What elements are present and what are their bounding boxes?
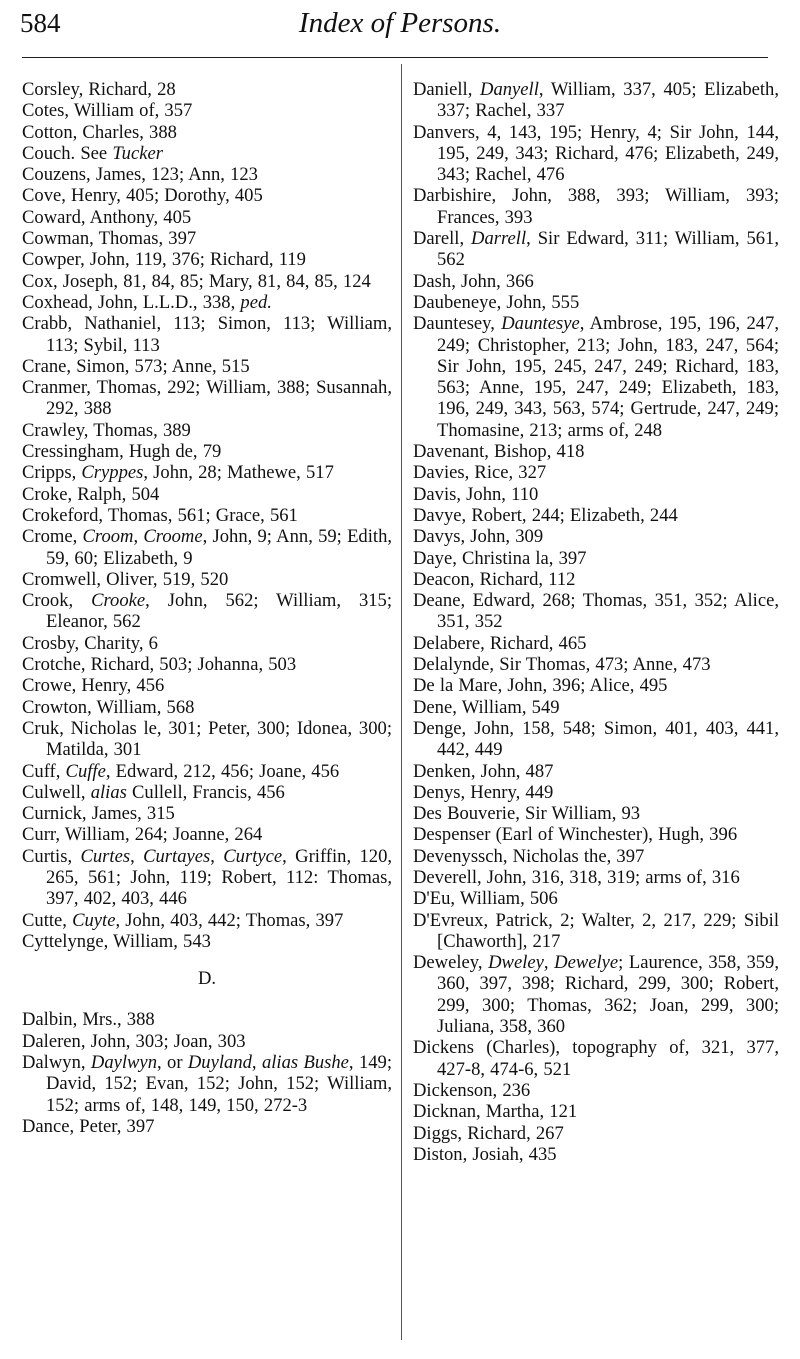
index-entry: Dicknan, Martha, 121	[413, 1101, 578, 1123]
index-entry: Crook, Crooke, John, 562; William, 315; Eleanor, 562	[22, 590, 392, 633]
index-entry: Dalbin, Mrs., 388	[22, 1009, 155, 1031]
index-entry: Cowman, Thomas, 397	[22, 228, 197, 250]
index-entry: Cove, Henry, 405; Dorothy, 405	[22, 185, 263, 207]
index-entry: Curr, William, 264; Joanne, 264	[22, 824, 263, 846]
index-entry: Cressingham, Hugh de, 79	[22, 441, 222, 463]
index-entry: Cranmer, Thomas, 292; William, 388; Susannah, 292, 388	[22, 377, 392, 420]
page-number: 584	[20, 8, 61, 38]
index-entry: Cruk, Nicholas le, 301; Peter, 300; Idonea, 300; Matilda, 301	[22, 717, 392, 761]
index-entry: Dalwyn, Daylwyn, or Duyland, alias Bushe, 149; David, 152; Evan, 152; John, 152; William, 152; arms of, 148, 149, 150, 272-3	[22, 1052, 392, 1116]
index-entry: Culwell, alias Cullell, Francis, 456	[22, 781, 285, 803]
index-entry: Devenyssch, Nicholas the, 397	[413, 845, 645, 867]
header-rule	[22, 57, 768, 58]
index-entry: Dash, John, 366	[413, 270, 534, 292]
index-entry: Corsley, Richard, 28	[22, 79, 176, 100]
index-entry: Cotton, Charles, 388	[22, 121, 177, 143]
index-entry: Coxhead, John, L.L.D., 338, ped.	[22, 291, 272, 313]
index-entry: Delalynde, Sir Thomas, 473; Anne, 473	[413, 654, 711, 676]
index-entry: Crosby, Charity, 6	[22, 632, 158, 654]
index-entry: Crotche, Richard, 503; Johanna, 503	[22, 654, 297, 676]
index-entry: Couzens, James, 123; Ann, 123	[22, 164, 258, 186]
index-entry: Dance, Peter, 397	[22, 1115, 155, 1137]
section-heading: D.	[197, 968, 217, 990]
index-entry: Diggs, Richard, 267	[413, 1122, 564, 1144]
index-column-right	[413, 79, 779, 1165]
index-entry: Cutte, Cuyte, John, 403, 442; Thomas, 397	[22, 909, 344, 931]
index-entry: Diston, Josiah, 435	[413, 1143, 557, 1165]
index-entry: Despenser (Earl of Winchester), Hugh, 396	[413, 824, 738, 846]
index-entry: Daubeneye, John, 555	[413, 291, 580, 313]
index-entry: Crabb, Nathaniel, 113; Simon, 113; William, 113; Sybil, 113	[22, 313, 392, 356]
index-entry: Dickens (Charles), topography of, 321, 377, 427-8, 474-6, 521	[413, 1037, 779, 1080]
index-entry: Delabere, Richard, 465	[413, 632, 587, 654]
index-entry: Daniell, Danyell, William, 337, 405; Elizabeth, 337; Rachel, 337	[413, 79, 779, 122]
index-entry: Davenant, Bishop, 418	[413, 441, 585, 463]
index-entry: Davys, John, 309	[413, 526, 544, 548]
index-column-left	[22, 79, 392, 1137]
index-entry: Curnick, James, 315	[22, 803, 175, 825]
index-entry: Cromwell, Oliver, 519, 520	[22, 568, 229, 590]
index-entry: Crowe, Henry, 456	[22, 675, 165, 697]
index-entry: Crane, Simon, 573; Anne, 515	[22, 355, 250, 377]
index-entry: Cyttelynge, William, 543	[22, 930, 211, 952]
index-entry: Dene, William, 549	[413, 696, 560, 718]
index-entry: Crome, Croom, Croome, John, 9; Ann, 59; Edith, 59, 60; Elizabeth, 9	[22, 526, 393, 569]
index-entry: Davis, John, 110	[413, 483, 539, 505]
index-entry: Deverell, John, 316, 318, 319; arms of, 316	[413, 866, 740, 888]
index-entry: Cotes, William of, 357	[22, 100, 193, 122]
index-entry: Coward, Anthony, 405	[22, 206, 192, 228]
index-entry: Darell, Darrell, Sir Edward, 311; William, 561, 562	[413, 228, 779, 271]
index-entry: Daye, Christina la, 397	[413, 547, 587, 569]
index-entry: Denge, John, 158, 548; Simon, 401, 403, 441, 442, 449	[413, 717, 779, 761]
index-entry: Dauntesey, Dauntesye, Ambrose, 195, 196, 247, 249; Christopher, 213; John, 183, 247, 564; Sir John, 195, 245, 247, 249; Richard, 183, 563; Anne, 195, 247, 249; Elizabeth, 183, 196, 249, 343, 563, 574; Gertrude, 247, 249; Thomasine, 213; arms of, 248	[413, 313, 779, 441]
index-entry: Des Bouverie, Sir William, 93	[413, 803, 641, 825]
index-entry: Dickenson, 236	[413, 1079, 531, 1101]
index-entry: Deweley, Dweley, Dewelye; Laurence, 358, 359, 360, 397, 398; Richard, 299, 300; Robert, 299, 300; Thomas, 362; Joan, 299, 300; Juliana, 358, 360	[413, 952, 779, 1038]
index-entry: Cripps, Cryppes, John, 28; Mathewe, 517	[22, 462, 334, 484]
index-entry: D'Evreux, Patrick, 2; Walter, 2, 217, 229; Sibil [Chaworth], 217	[413, 909, 779, 952]
index-entry: Curtis, Curtes, Curtayes, Curtyce, Griffin, 120, 265, 561; John, 119; Robert, 112: Thomas, 397, 402, 403, 446	[22, 845, 393, 910]
index-entry: De la Mare, John, 396; Alice, 495	[413, 675, 668, 697]
index-entry: Crawley, Thomas, 389	[22, 419, 191, 441]
index-entry: Darbishire, John, 388, 393; William, 393; Frances, 393	[413, 185, 779, 228]
index-entry: Couch. See Tucker	[22, 142, 163, 164]
index-entry: Cox, Joseph, 81, 84, 85; Mary, 81, 84, 85, 124	[22, 270, 371, 292]
index-entry: Crokeford, Thomas, 561; Grace, 561	[22, 504, 298, 526]
index-entry: D'Eu, William, 506	[413, 888, 558, 910]
index-entry: Danvers, 4, 143, 195; Henry, 4; Sir John, 144, 195, 249, 343; Richard, 476; Elizabeth, 249, 343; Rachel, 476	[413, 121, 779, 186]
index-entry: Davies, Rice, 327	[413, 462, 547, 484]
index-entry: Denys, Henry, 449	[413, 781, 554, 803]
index-entry: Crowton, William, 568	[22, 696, 195, 718]
column-divider	[401, 64, 402, 1340]
index-entry: Croke, Ralph, 504	[22, 483, 160, 505]
index-entry: Cowper, John, 119, 376; Richard, 119	[22, 249, 306, 271]
index-entry: Cuff, Cuffe, Edward, 212, 456; Joane, 456	[22, 760, 340, 782]
page-title: Index of Persons.	[298, 7, 502, 39]
index-entry: Davye, Robert, 244; Elizabeth, 244	[413, 504, 678, 526]
index-entry: Deacon, Richard, 112	[413, 568, 576, 590]
index-entry: Denken, John, 487	[413, 760, 554, 782]
index-entry: Deane, Edward, 268; Thomas, 351, 352; Alice, 351, 352	[413, 590, 779, 633]
index-entry: Daleren, John, 303; Joan, 303	[22, 1030, 246, 1052]
